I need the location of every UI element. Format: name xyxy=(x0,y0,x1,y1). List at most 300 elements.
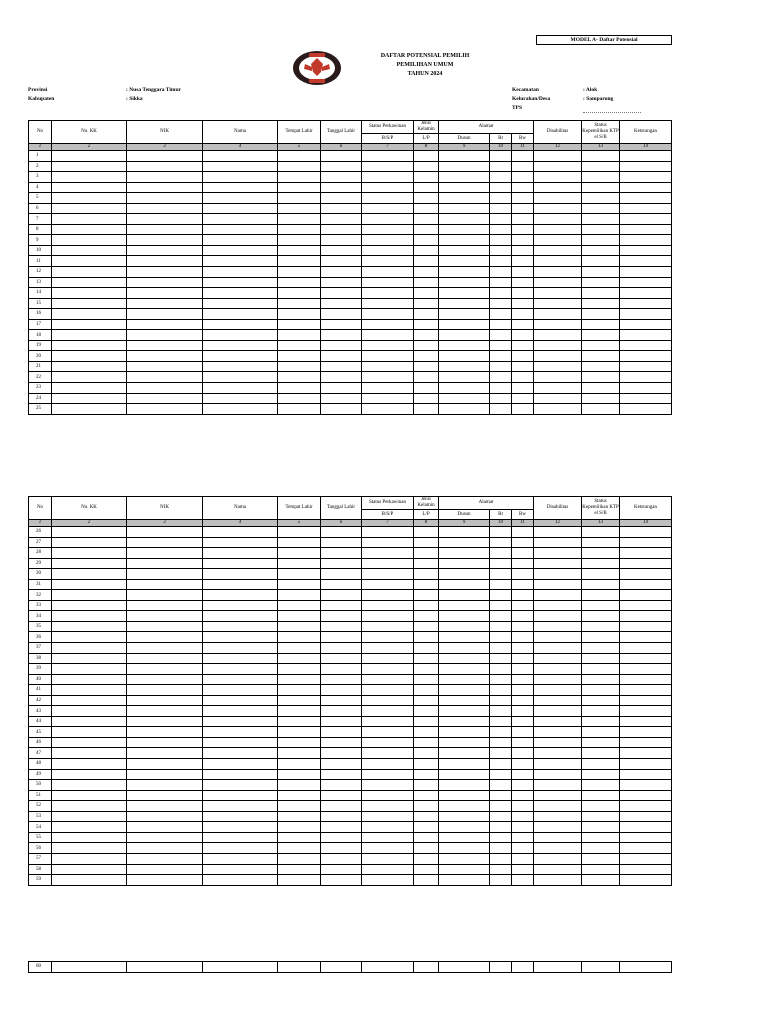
data-cell[interactable] xyxy=(439,822,490,833)
data-cell[interactable] xyxy=(278,267,321,278)
data-cell[interactable] xyxy=(414,716,439,727)
data-cell[interactable] xyxy=(203,256,278,267)
data-cell[interactable] xyxy=(512,340,534,351)
data-cell[interactable] xyxy=(414,193,439,204)
data-cell[interactable] xyxy=(414,393,439,404)
data-cell[interactable] xyxy=(321,737,362,748)
data-cell[interactable] xyxy=(512,822,534,833)
data-cell[interactable] xyxy=(203,759,278,770)
data-cell[interactable] xyxy=(321,769,362,780)
data-cell[interactable] xyxy=(52,843,127,854)
data-cell[interactable] xyxy=(512,537,534,548)
data-cell[interactable] xyxy=(278,161,321,172)
data-cell[interactable] xyxy=(620,769,672,780)
data-cell[interactable] xyxy=(490,330,512,341)
data-cell[interactable] xyxy=(278,372,321,383)
data-cell[interactable] xyxy=(582,780,620,791)
data-cell[interactable] xyxy=(52,224,127,235)
data-cell[interactable] xyxy=(490,203,512,214)
data-cell[interactable] xyxy=(52,558,127,569)
data-cell[interactable] xyxy=(52,203,127,214)
data-cell[interactable] xyxy=(512,527,534,538)
data-cell[interactable] xyxy=(414,611,439,622)
data-cell[interactable] xyxy=(278,224,321,235)
data-cell[interactable] xyxy=(52,256,127,267)
data-cell[interactable] xyxy=(127,664,203,675)
data-cell[interactable] xyxy=(512,832,534,843)
data-cell[interactable] xyxy=(321,527,362,538)
data-cell[interactable] xyxy=(52,245,127,256)
data-cell[interactable] xyxy=(534,811,582,822)
data-cell[interactable] xyxy=(362,822,414,833)
data-cell[interactable] xyxy=(52,727,127,738)
data-cell[interactable] xyxy=(52,340,127,351)
data-cell[interactable] xyxy=(534,224,582,235)
data-cell[interactable] xyxy=(439,309,490,320)
data-cell[interactable] xyxy=(127,558,203,569)
data-cell[interactable] xyxy=(362,801,414,812)
data-cell[interactable] xyxy=(127,214,203,225)
data-cell[interactable] xyxy=(321,537,362,548)
data-cell[interactable] xyxy=(203,393,278,404)
data-cell[interactable] xyxy=(534,361,582,372)
data-cell[interactable] xyxy=(512,548,534,559)
data-cell[interactable] xyxy=(512,319,534,330)
data-cell[interactable] xyxy=(582,404,620,415)
data-cell[interactable] xyxy=(362,214,414,225)
data-cell[interactable] xyxy=(512,590,534,601)
data-cell[interactable] xyxy=(52,643,127,654)
data-cell[interactable] xyxy=(414,695,439,706)
data-cell[interactable] xyxy=(321,611,362,622)
data-cell[interactable] xyxy=(321,151,362,162)
data-cell[interactable] xyxy=(439,224,490,235)
data-cell[interactable] xyxy=(414,832,439,843)
data-cell[interactable] xyxy=(362,643,414,654)
data-cell[interactable] xyxy=(620,632,672,643)
data-cell[interactable] xyxy=(414,811,439,822)
data-cell[interactable] xyxy=(582,393,620,404)
data-cell[interactable] xyxy=(582,832,620,843)
data-cell[interactable] xyxy=(490,151,512,162)
data-cell[interactable] xyxy=(582,632,620,643)
data-cell[interactable] xyxy=(362,361,414,372)
data-cell[interactable] xyxy=(490,579,512,590)
data-cell[interactable] xyxy=(278,769,321,780)
data-cell[interactable] xyxy=(362,962,414,973)
data-cell[interactable] xyxy=(620,664,672,675)
data-cell[interactable] xyxy=(439,277,490,288)
data-cell[interactable] xyxy=(620,643,672,654)
data-cell[interactable] xyxy=(414,161,439,172)
data-cell[interactable] xyxy=(203,611,278,622)
data-cell[interactable] xyxy=(127,590,203,601)
data-cell[interactable] xyxy=(490,864,512,875)
data-cell[interactable] xyxy=(278,664,321,675)
data-cell[interactable] xyxy=(203,600,278,611)
data-cell[interactable] xyxy=(490,811,512,822)
data-cell[interactable] xyxy=(127,309,203,320)
data-cell[interactable] xyxy=(490,962,512,973)
data-cell[interactable] xyxy=(490,569,512,580)
data-cell[interactable] xyxy=(620,383,672,394)
data-cell[interactable] xyxy=(203,801,278,812)
data-cell[interactable] xyxy=(203,298,278,309)
data-cell[interactable] xyxy=(52,853,127,864)
data-cell[interactable] xyxy=(52,706,127,717)
data-cell[interactable] xyxy=(278,351,321,362)
data-cell[interactable] xyxy=(414,267,439,278)
data-cell[interactable] xyxy=(203,769,278,780)
data-cell[interactable] xyxy=(620,527,672,538)
data-cell[interactable] xyxy=(278,340,321,351)
data-cell[interactable] xyxy=(620,685,672,696)
data-cell[interactable] xyxy=(439,161,490,172)
data-cell[interactable] xyxy=(203,203,278,214)
data-cell[interactable] xyxy=(203,161,278,172)
data-cell[interactable] xyxy=(490,309,512,320)
data-cell[interactable] xyxy=(203,193,278,204)
data-cell[interactable] xyxy=(414,404,439,415)
data-cell[interactable] xyxy=(512,695,534,706)
data-cell[interactable] xyxy=(278,537,321,548)
data-cell[interactable] xyxy=(203,843,278,854)
data-cell[interactable] xyxy=(582,962,620,973)
data-cell[interactable] xyxy=(52,579,127,590)
data-cell[interactable] xyxy=(512,558,534,569)
data-cell[interactable] xyxy=(362,843,414,854)
data-cell[interactable] xyxy=(582,864,620,875)
data-cell[interactable] xyxy=(414,843,439,854)
data-cell[interactable] xyxy=(534,245,582,256)
data-cell[interactable] xyxy=(52,351,127,362)
data-cell[interactable] xyxy=(362,245,414,256)
data-cell[interactable] xyxy=(534,780,582,791)
data-cell[interactable] xyxy=(439,600,490,611)
data-cell[interactable] xyxy=(534,632,582,643)
data-cell[interactable] xyxy=(362,790,414,801)
data-cell[interactable] xyxy=(439,611,490,622)
data-cell[interactable] xyxy=(620,600,672,611)
data-cell[interactable] xyxy=(512,151,534,162)
data-cell[interactable] xyxy=(620,653,672,664)
data-cell[interactable] xyxy=(278,843,321,854)
data-cell[interactable] xyxy=(203,653,278,664)
data-cell[interactable] xyxy=(203,224,278,235)
data-cell[interactable] xyxy=(582,161,620,172)
data-cell[interactable] xyxy=(362,288,414,299)
data-cell[interactable] xyxy=(321,182,362,193)
data-cell[interactable] xyxy=(321,727,362,738)
data-cell[interactable] xyxy=(278,235,321,246)
data-cell[interactable] xyxy=(362,853,414,864)
data-cell[interactable] xyxy=(203,864,278,875)
data-cell[interactable] xyxy=(534,404,582,415)
data-cell[interactable] xyxy=(620,674,672,685)
data-cell[interactable] xyxy=(534,843,582,854)
data-cell[interactable] xyxy=(52,319,127,330)
data-cell[interactable] xyxy=(278,548,321,559)
data-cell[interactable] xyxy=(490,822,512,833)
data-cell[interactable] xyxy=(52,537,127,548)
data-cell[interactable] xyxy=(362,706,414,717)
data-cell[interactable] xyxy=(203,340,278,351)
data-cell[interactable] xyxy=(203,404,278,415)
data-cell[interactable] xyxy=(321,875,362,886)
data-cell[interactable] xyxy=(490,383,512,394)
data-cell[interactable] xyxy=(534,716,582,727)
data-cell[interactable] xyxy=(278,737,321,748)
data-cell[interactable] xyxy=(490,224,512,235)
data-cell[interactable] xyxy=(512,769,534,780)
data-cell[interactable] xyxy=(321,780,362,791)
data-cell[interactable] xyxy=(414,579,439,590)
data-cell[interactable] xyxy=(278,674,321,685)
data-cell[interactable] xyxy=(620,780,672,791)
data-cell[interactable] xyxy=(620,298,672,309)
data-cell[interactable] xyxy=(203,590,278,601)
data-cell[interactable] xyxy=(127,256,203,267)
data-cell[interactable] xyxy=(490,590,512,601)
data-cell[interactable] xyxy=(52,811,127,822)
data-cell[interactable] xyxy=(512,245,534,256)
data-cell[interactable] xyxy=(362,832,414,843)
data-cell[interactable] xyxy=(52,309,127,320)
data-cell[interactable] xyxy=(490,527,512,538)
data-cell[interactable] xyxy=(439,372,490,383)
data-cell[interactable] xyxy=(321,664,362,675)
data-cell[interactable] xyxy=(321,811,362,822)
data-cell[interactable] xyxy=(620,822,672,833)
data-cell[interactable] xyxy=(127,695,203,706)
data-cell[interactable] xyxy=(321,843,362,854)
data-cell[interactable] xyxy=(278,288,321,299)
data-cell[interactable] xyxy=(414,330,439,341)
data-cell[interactable] xyxy=(414,864,439,875)
data-cell[interactable] xyxy=(321,569,362,580)
data-cell[interactable] xyxy=(278,172,321,183)
data-cell[interactable] xyxy=(534,548,582,559)
data-cell[interactable] xyxy=(203,780,278,791)
data-cell[interactable] xyxy=(278,361,321,372)
data-cell[interactable] xyxy=(439,853,490,864)
data-cell[interactable] xyxy=(620,340,672,351)
data-cell[interactable] xyxy=(127,351,203,362)
data-cell[interactable] xyxy=(321,235,362,246)
data-cell[interactable] xyxy=(127,643,203,654)
data-cell[interactable] xyxy=(512,235,534,246)
data-cell[interactable] xyxy=(203,277,278,288)
data-cell[interactable] xyxy=(203,558,278,569)
data-cell[interactable] xyxy=(362,653,414,664)
data-cell[interactable] xyxy=(52,611,127,622)
data-cell[interactable] xyxy=(203,182,278,193)
data-cell[interactable] xyxy=(414,351,439,362)
data-cell[interactable] xyxy=(278,203,321,214)
data-cell[interactable] xyxy=(321,309,362,320)
data-cell[interactable] xyxy=(582,319,620,330)
data-cell[interactable] xyxy=(620,193,672,204)
data-cell[interactable] xyxy=(52,759,127,770)
data-cell[interactable] xyxy=(203,832,278,843)
data-cell[interactable] xyxy=(362,579,414,590)
data-cell[interactable] xyxy=(127,780,203,791)
data-cell[interactable] xyxy=(414,600,439,611)
data-cell[interactable] xyxy=(362,393,414,404)
data-cell[interactable] xyxy=(203,643,278,654)
data-cell[interactable] xyxy=(52,298,127,309)
data-cell[interactable] xyxy=(52,277,127,288)
data-cell[interactable] xyxy=(620,611,672,622)
data-cell[interactable] xyxy=(512,611,534,622)
data-cell[interactable] xyxy=(414,706,439,717)
data-cell[interactable] xyxy=(620,203,672,214)
data-cell[interactable] xyxy=(534,790,582,801)
data-cell[interactable] xyxy=(582,843,620,854)
data-cell[interactable] xyxy=(127,875,203,886)
data-cell[interactable] xyxy=(512,780,534,791)
data-cell[interactable] xyxy=(439,674,490,685)
data-cell[interactable] xyxy=(127,962,203,973)
data-cell[interactable] xyxy=(512,674,534,685)
data-cell[interactable] xyxy=(582,695,620,706)
data-cell[interactable] xyxy=(321,404,362,415)
data-cell[interactable] xyxy=(321,674,362,685)
data-cell[interactable] xyxy=(534,527,582,538)
data-cell[interactable] xyxy=(203,527,278,538)
data-cell[interactable] xyxy=(582,527,620,538)
data-cell[interactable] xyxy=(439,245,490,256)
data-cell[interactable] xyxy=(362,737,414,748)
data-cell[interactable] xyxy=(362,203,414,214)
data-cell[interactable] xyxy=(620,351,672,362)
data-cell[interactable] xyxy=(52,151,127,162)
data-cell[interactable] xyxy=(278,558,321,569)
data-cell[interactable] xyxy=(52,674,127,685)
data-cell[interactable] xyxy=(534,864,582,875)
data-cell[interactable] xyxy=(534,235,582,246)
data-cell[interactable] xyxy=(203,288,278,299)
data-cell[interactable] xyxy=(362,611,414,622)
data-cell[interactable] xyxy=(362,151,414,162)
data-cell[interactable] xyxy=(278,182,321,193)
data-cell[interactable] xyxy=(52,235,127,246)
data-cell[interactable] xyxy=(127,298,203,309)
data-cell[interactable] xyxy=(203,235,278,246)
data-cell[interactable] xyxy=(512,569,534,580)
data-cell[interactable] xyxy=(439,632,490,643)
data-cell[interactable] xyxy=(534,537,582,548)
data-cell[interactable] xyxy=(534,875,582,886)
data-cell[interactable] xyxy=(203,548,278,559)
data-cell[interactable] xyxy=(52,875,127,886)
data-cell[interactable] xyxy=(582,600,620,611)
data-cell[interactable] xyxy=(534,621,582,632)
data-cell[interactable] xyxy=(490,790,512,801)
data-cell[interactable] xyxy=(439,864,490,875)
data-cell[interactable] xyxy=(512,193,534,204)
data-cell[interactable] xyxy=(127,193,203,204)
data-cell[interactable] xyxy=(620,256,672,267)
data-cell[interactable] xyxy=(490,600,512,611)
data-cell[interactable] xyxy=(203,790,278,801)
data-cell[interactable] xyxy=(203,245,278,256)
data-cell[interactable] xyxy=(620,962,672,973)
data-cell[interactable] xyxy=(490,277,512,288)
data-cell[interactable] xyxy=(52,769,127,780)
data-cell[interactable] xyxy=(490,685,512,696)
data-cell[interactable] xyxy=(490,653,512,664)
data-cell[interactable] xyxy=(414,875,439,886)
data-cell[interactable] xyxy=(321,372,362,383)
data-cell[interactable] xyxy=(490,664,512,675)
data-cell[interactable] xyxy=(203,267,278,278)
data-cell[interactable] xyxy=(582,351,620,362)
data-cell[interactable] xyxy=(362,527,414,538)
data-cell[interactable] xyxy=(414,674,439,685)
data-cell[interactable] xyxy=(620,853,672,864)
data-cell[interactable] xyxy=(414,769,439,780)
data-cell[interactable] xyxy=(512,393,534,404)
data-cell[interactable] xyxy=(439,298,490,309)
data-cell[interactable] xyxy=(620,801,672,812)
data-cell[interactable] xyxy=(620,832,672,843)
data-cell[interactable] xyxy=(321,706,362,717)
data-cell[interactable] xyxy=(127,790,203,801)
data-cell[interactable] xyxy=(534,853,582,864)
data-cell[interactable] xyxy=(534,558,582,569)
data-cell[interactable] xyxy=(127,843,203,854)
data-cell[interactable] xyxy=(534,590,582,601)
data-cell[interactable] xyxy=(127,235,203,246)
data-cell[interactable] xyxy=(490,558,512,569)
data-cell[interactable] xyxy=(414,235,439,246)
data-cell[interactable] xyxy=(512,372,534,383)
data-cell[interactable] xyxy=(620,790,672,801)
data-cell[interactable] xyxy=(362,695,414,706)
data-cell[interactable] xyxy=(362,664,414,675)
data-cell[interactable] xyxy=(439,393,490,404)
data-cell[interactable] xyxy=(620,214,672,225)
data-cell[interactable] xyxy=(203,716,278,727)
data-cell[interactable] xyxy=(512,843,534,854)
data-cell[interactable] xyxy=(490,161,512,172)
data-cell[interactable] xyxy=(582,288,620,299)
data-cell[interactable] xyxy=(534,319,582,330)
data-cell[interactable] xyxy=(534,393,582,404)
data-cell[interactable] xyxy=(127,548,203,559)
data-cell[interactable] xyxy=(414,361,439,372)
data-cell[interactable] xyxy=(620,875,672,886)
data-cell[interactable] xyxy=(490,695,512,706)
data-cell[interactable] xyxy=(512,748,534,759)
data-cell[interactable] xyxy=(127,319,203,330)
data-cell[interactable] xyxy=(582,277,620,288)
data-cell[interactable] xyxy=(582,653,620,664)
data-cell[interactable] xyxy=(490,340,512,351)
data-cell[interactable] xyxy=(490,393,512,404)
data-cell[interactable] xyxy=(512,875,534,886)
data-cell[interactable] xyxy=(439,558,490,569)
data-cell[interactable] xyxy=(620,372,672,383)
data-cell[interactable] xyxy=(534,822,582,833)
data-cell[interactable] xyxy=(534,256,582,267)
data-cell[interactable] xyxy=(439,621,490,632)
data-cell[interactable] xyxy=(362,309,414,320)
data-cell[interactable] xyxy=(362,621,414,632)
data-cell[interactable] xyxy=(620,330,672,341)
data-cell[interactable] xyxy=(620,759,672,770)
